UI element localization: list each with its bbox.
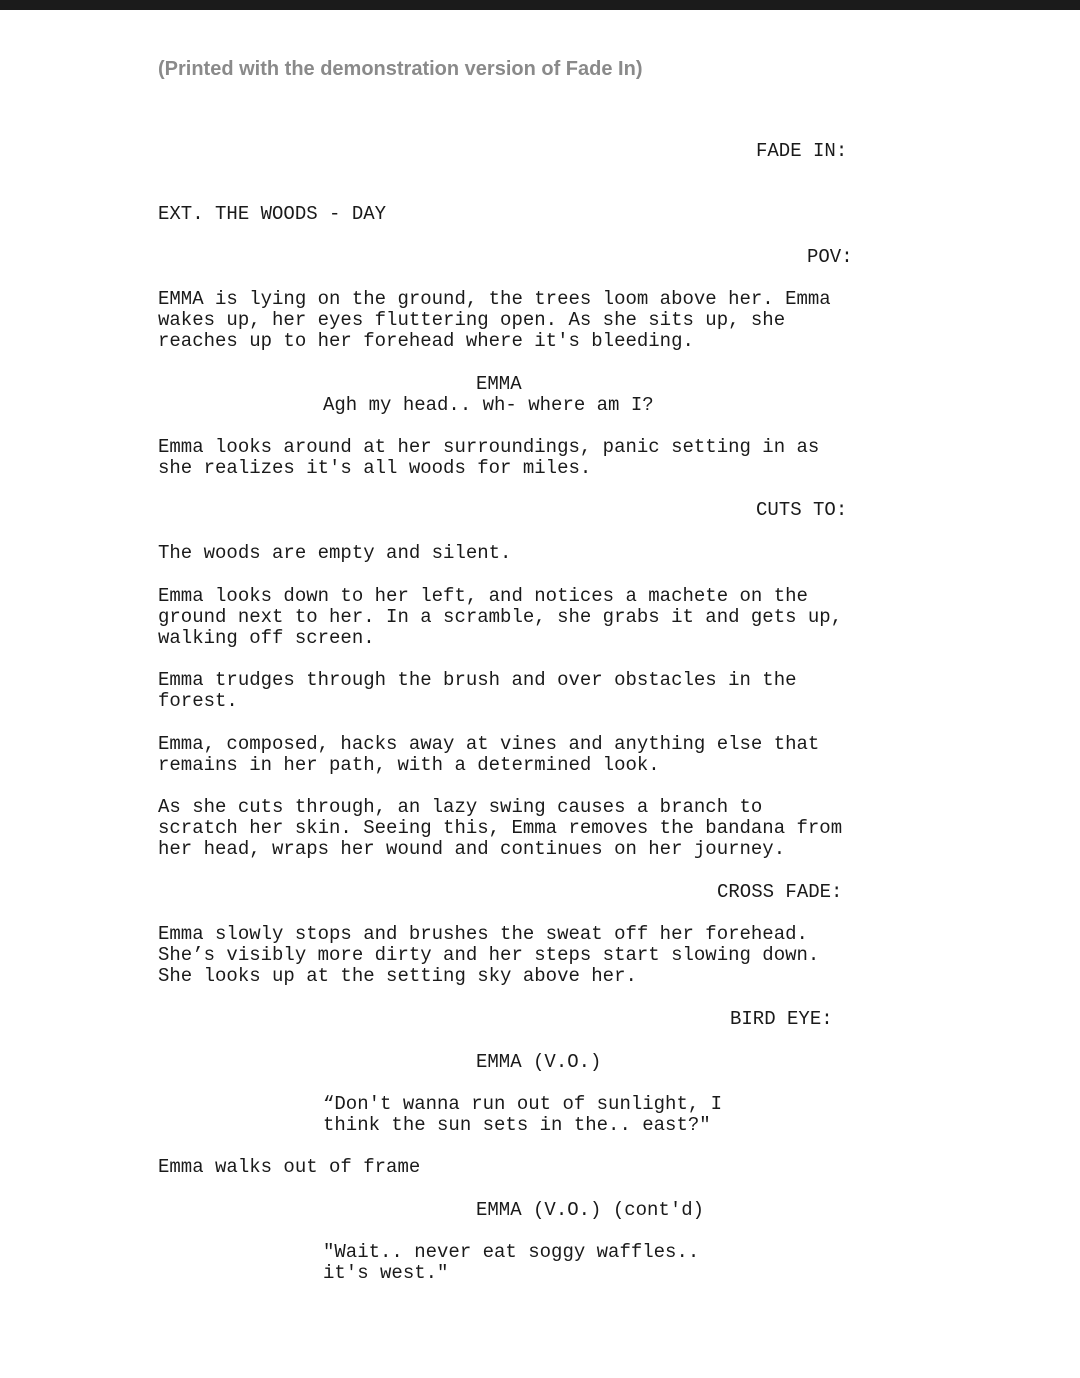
transition-cross-fade: CROSS FADE: [717, 881, 843, 903]
top-bar [0, 0, 1080, 10]
action-trudges: Emma trudges through the brush and over obstacles in the forest. [158, 669, 797, 712]
action-stops: Emma slowly stops and brushes the sweat off her forehead. She’s visibly more dirty and her steps start slowing down. She looks up at the setting sky above her. [158, 923, 820, 987]
demo-watermark: (Printed with the demonstration version of Fade In) [158, 58, 643, 80]
action-machete: Emma looks down to her left, and notices a machete on the ground next to her. In a scramble, she grabs it and gets up, walking off screen. [158, 585, 843, 649]
character-emma-vo-contd: EMMA (V.O.) (cont'd) [476, 1199, 705, 1221]
transition-cuts-to: CUTS TO: [756, 499, 848, 521]
action-emma-wakes: EMMA is lying on the ground, the trees loom above her. Emma wakes up, her eyes fluttering open. As she sits up, she reaches up to her forehead where it's bleeding. [158, 288, 831, 352]
transition-fade-in: FADE IN: [756, 140, 848, 162]
action-walks-out: Emma walks out of frame [158, 1156, 421, 1178]
character-emma-vo: EMMA (V.O.) [476, 1051, 602, 1073]
shot-bird-eye: BIRD EYE: [730, 1008, 833, 1030]
action-cuts-through: As she cuts through, an lazy swing causes a branch to scratch her skin. Seeing this, Emma removes the bandana from her head, wraps her wound and continues on her journey. [158, 796, 843, 860]
dialogue-sunlight: “Don't wanna run out of sunlight, I think the sun sets in the.. east?" [323, 1093, 723, 1136]
shot-pov: POV: [807, 246, 853, 268]
action-looks-around: Emma looks around at her surroundings, panic setting in as she realizes it's all woods for miles. [158, 436, 820, 479]
dialogue-waffles: "Wait.. never eat soggy waffles.. it's west." [323, 1241, 700, 1284]
action-hacks-away: Emma, composed, hacks away at vines and anything else that remains in her path, with a determined look. [158, 733, 820, 776]
dialogue-agh-my-head: Agh my head.. wh- where am I? [323, 394, 654, 416]
character-emma: EMMA [476, 373, 522, 395]
action-woods-empty: The woods are empty and silent. [158, 542, 512, 564]
scene-heading: EXT. THE WOODS - DAY [158, 203, 387, 225]
